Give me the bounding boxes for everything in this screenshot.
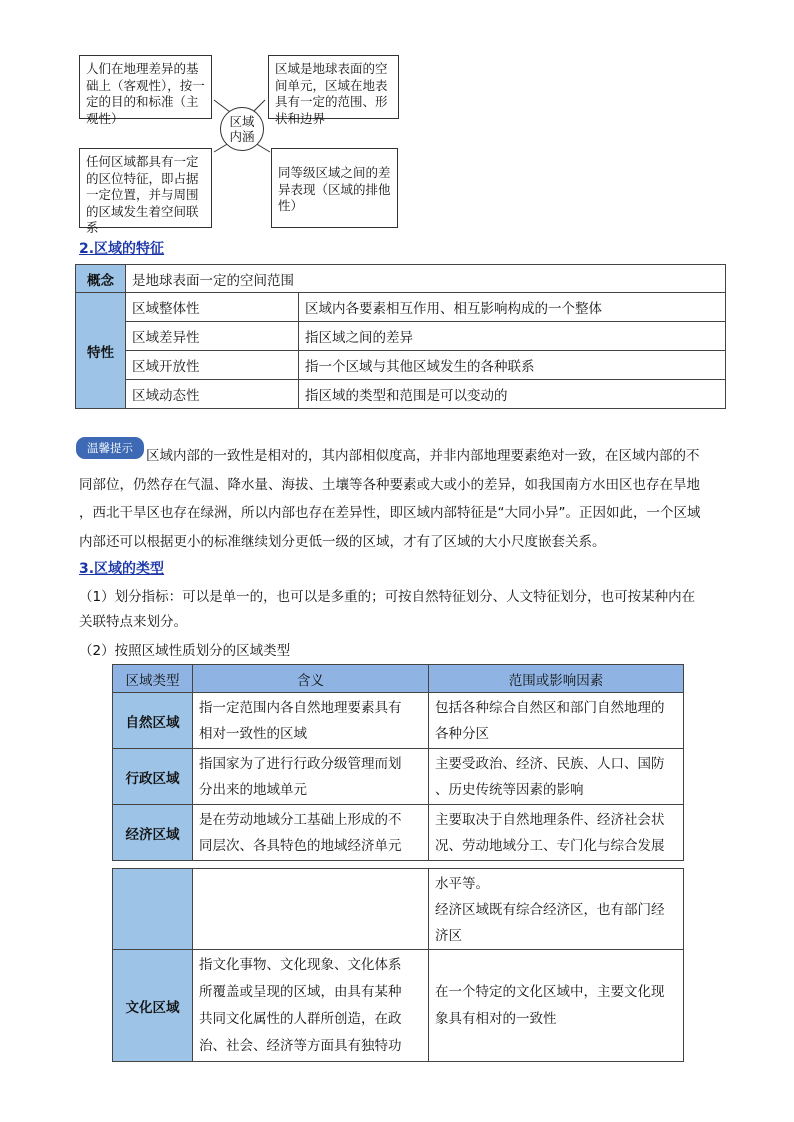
region-types-table (112, 664, 684, 861)
diagram-center-node: 区域 内涵 (220, 107, 264, 151)
meaning-line: 是在劳动地域分工基础上形成的不 (199, 811, 402, 828)
meaning-line: 指文化事物、文化现象、文化体系 (199, 956, 402, 973)
meaning-line: 治、社会、经济等方面具有独特功 (199, 1037, 402, 1054)
scope-line: 象具有相对的一致性 (435, 1010, 557, 1027)
meaning-line: 指国家为了进行行政分级管理而划 (199, 755, 402, 772)
scope-line: 水平等。 (435, 876, 489, 892)
feature-desc-cell: 指区域的类型和范围是可以变动的 (299, 380, 726, 409)
meaning-line: 相对一致性的区域 (199, 725, 307, 742)
header-cell: 区域类型 (113, 665, 193, 693)
table-row (76, 322, 726, 351)
type-cell: 自然区域 (113, 693, 193, 749)
table-header-row (113, 665, 684, 693)
type-cell: 行政区域 (113, 749, 193, 805)
scope-line: 主要取决于自然地理条件、经济社会状 (435, 811, 665, 828)
division-index-line: 关联特点来划分。 (79, 614, 187, 630)
region-types-table-continued (112, 868, 684, 1062)
meaning-line: 分出来的地域单元 (199, 781, 307, 798)
table-row (113, 805, 684, 861)
table-row (76, 265, 726, 293)
diagram-box-objective: 人们在地理差异的基础上（客观性），按一定的目的和标准（主观性） (79, 55, 212, 119)
tip-line: ，西北干旱区也存在绿洲，所以内部也存在差异性，即区域内部特征是“大同小异”。正因如此，一个区域 (79, 505, 701, 521)
scope-line: 主要受政治、经济、民族、人口、国防 (435, 755, 665, 772)
tip-line: 内部还可以根据更小的标准继续划分更低一级的区域，才有了区域的大小尺度嵌套关系。 (79, 534, 606, 550)
feature-name-cell: 区域动态性 (126, 380, 299, 409)
scope-line: 各种分区 (435, 725, 489, 742)
table-row (76, 293, 726, 322)
division-index-line: （1）划分指标：可以是单一的，也可以是多重的；可按自然特征划分、人文特征划分，也可按某种内在 (79, 589, 696, 605)
feature-desc-cell: 指区域之间的差异 (299, 322, 726, 351)
tip-line: 区域内部的一致性是相对的，其内部相似度高，并非内部地理要素绝对一致，在区域内部的不 (146, 448, 700, 464)
table-row (113, 869, 684, 950)
scope-line: 包括各种综合自然区和部门自然地理的 (435, 699, 665, 716)
feature-name-cell: 区域开放性 (126, 351, 299, 380)
region-types-caption: （2）按照区域性质划分的区域类型 (79, 643, 291, 659)
table-row (76, 380, 726, 409)
table-row (113, 950, 684, 1062)
feature-name-cell: 区域差异性 (126, 322, 299, 351)
type-cell: 经济区域 (113, 805, 193, 861)
features-table (75, 264, 726, 409)
concept-value-cell: 是地球表面一定的空间范围 (126, 265, 726, 293)
scope-line: 济区 (435, 928, 462, 944)
section-heading-types: 3.区域的类型 (79, 561, 165, 577)
meaning-line: 共同文化属性的人群所创造，在政 (199, 1010, 402, 1027)
type-cell: 文化区域 (113, 950, 193, 1062)
table-row (113, 693, 684, 749)
tip-badge: 温馨提示 (76, 437, 144, 459)
tip-line: 同部位，仍然存在气温、降水量、海拔、土壤等各种要素或大或小的差异，如我国南方水田区也存在旱地 (79, 477, 700, 493)
table-row (76, 351, 726, 380)
feature-desc-cell: 指一个区域与其他区域发生的各种联系 (299, 351, 726, 380)
diagram-box-location: 任何区域都具有一定的区位特征，即占据一定位置，并与周围的区域发生着空间联系 (79, 148, 212, 228)
scope-line: 况、劳动地域分工、专门化与综合发展 (435, 837, 665, 854)
scope-line: 经济区域既有综合经济区，也有部门经 (435, 902, 665, 918)
feature-label-cell: 特性 (76, 293, 126, 409)
feature-desc-cell: 区域内各要素相互作用、相互影响构成的一个整体 (299, 293, 726, 322)
scope-line: 在一个特定的文化区域中，主要文化现 (435, 983, 665, 1000)
section-heading-features: 2.区域的特征 (79, 241, 165, 257)
meaning-line: 指一定范围内各自然地理要素具有 (199, 699, 402, 716)
diagram-box-spatial-unit: 区域是地球表面的空间单元，区域在地表具有一定的范围、形状和边界 (268, 55, 399, 119)
table-row (113, 749, 684, 805)
header-cell: 范围或影响因素 (429, 665, 684, 693)
scope-line: 、历史传统等因素的影响 (435, 781, 584, 798)
concept-label-cell: 概念 (76, 265, 126, 293)
meaning-line: 所覆盖或呈现的区域，由具有某种 (199, 983, 402, 1000)
feature-name-cell: 区域整体性 (126, 293, 299, 322)
diagram-box-exclusivity: 同等级区域之间的差异表现（区域的排他性） (271, 148, 398, 228)
meaning-line: 同层次、各具特色的地域经济单元 (199, 837, 402, 854)
header-cell: 含义 (193, 665, 429, 693)
